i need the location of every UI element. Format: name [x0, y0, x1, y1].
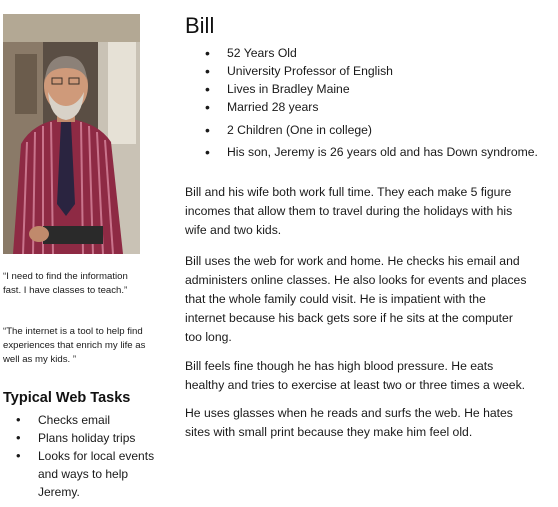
- quote-internet-tool: “The internet is a tool to help find experiences that enrich my life as well as my kids. ”: [3, 326, 146, 365]
- persona-facts-list: [205, 44, 555, 161]
- task-item: • Checks email: [14, 411, 164, 429]
- paragraph-work-income: Bill and his wife both work full time. They each make 5 figure incomes that allow them to travel during the holidays with his wife and two kids.: [185, 185, 513, 237]
- fact-item: • Lives in Bradley Maine: [205, 80, 555, 98]
- typical-web-tasks-heading: Typical Web Tasks: [3, 390, 131, 406]
- fact-item: • University Professor of English: [205, 62, 555, 80]
- typical-web-tasks-list: [14, 411, 164, 501]
- fact-item: • 52 Years Old: [205, 44, 555, 62]
- fact-item: • 2 Children (One in college): [205, 121, 555, 139]
- task-item: • Looks for local events and ways to help Jeremy.: [14, 447, 164, 501]
- persona-photo: [3, 14, 140, 254]
- paragraph-web-usage: Bill uses the web for work and home. He checks his email and administers online classes. He also looks for events and places that the whole family could visit. He is impatient with the internet because his back gets sore if he sits at the computer too long.: [185, 254, 527, 344]
- persona-name: Bill: [185, 13, 215, 38]
- paragraph-glasses: He uses glasses when he reads and surfs the web. He hates sites with small print because they make him feel old.: [185, 406, 513, 439]
- task-item: • Plans holiday trips: [14, 429, 164, 447]
- quote-fast-information: “I need to find the information fast. I have classes to teach.”: [3, 271, 128, 296]
- fact-item: • Married 28 years: [205, 98, 555, 116]
- fact-item: • His son, Jeremy is 26 years old and has Down syndrome.: [205, 143, 555, 161]
- paragraph-health: Bill feels fine though he has high blood pressure. He eats healthy and tries to exercise at least two or three times a week.: [185, 359, 526, 392]
